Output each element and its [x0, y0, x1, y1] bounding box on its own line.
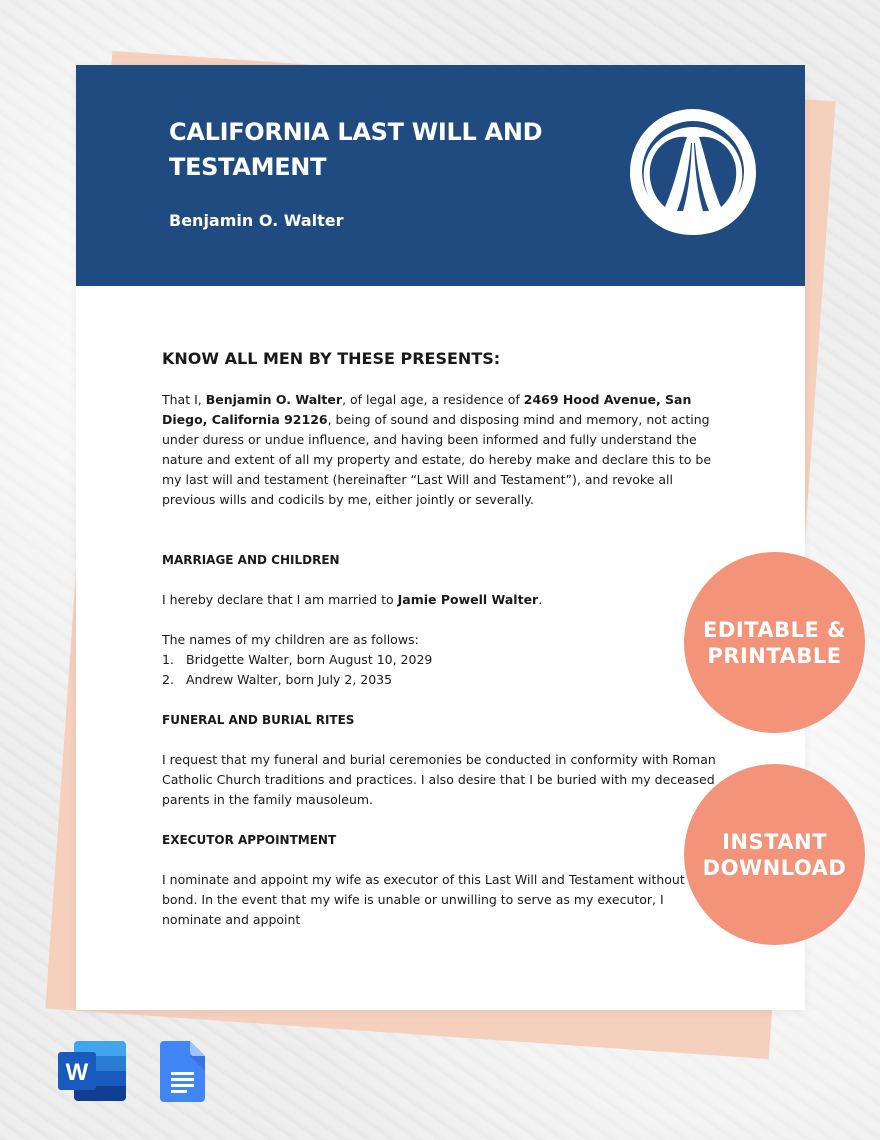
- spouse-declaration: I hereby declare that I am married to Jamie Powell Walter.: [162, 592, 543, 607]
- instant-download-badge: INSTANT DOWNLOAD: [684, 764, 865, 945]
- testator-name: Benjamin O. Walter: [169, 211, 344, 230]
- document-body: [162, 349, 722, 930]
- intro-paragraph: That I, Benjamin O. Walter, of legal age, a residence of 2469 Hood Avenue, San Diego, California 92126, being of sound and disposing mind and memory, not acting under duress or undue influence, and having been informed and fully understand the nature and extent of all my property and estate, do hereby make and declare this to be my last will and testament (hereinafter “Last Will and Testament”), and revoke all previous wills and codicils by me, either jointly or severally.: [162, 392, 712, 507]
- intro-heading: KNOW ALL MEN BY THESE PRESENTS:: [162, 349, 501, 368]
- funeral-paragraph: I request that my funeral and burial ceremonies be conducted in conformity with Roman Catholic Church traditions and practices. I also desire that I be buried with my deceased parents in the family mausoleum.: [162, 752, 716, 807]
- svg-text:W: W: [65, 1059, 89, 1086]
- document-title: CALIFORNIA LAST WILL AND TESTAMENT: [169, 118, 543, 181]
- document-header: [76, 65, 805, 286]
- peace-arch-logo-icon: [629, 107, 757, 237]
- editable-printable-badge: EDITABLE & PRINTABLE: [684, 552, 865, 733]
- list-item: 1. Bridgette Walter, born August 10, 2029: [162, 652, 433, 667]
- executor-paragraph: I nominate and appoint my wife as executor of this Last Will and Testament without bond. In the event that my wife is unable or unwilling to serve as my executor, I nominate and appoint: [162, 872, 685, 927]
- marriage-heading: MARRIAGE AND CHILDREN: [162, 553, 340, 567]
- executor-heading: EXECUTOR APPOINTMENT: [162, 833, 337, 847]
- children-intro: The names of my children are as follows:: [162, 632, 419, 647]
- list-item: 2. Andrew Walter, born July 2, 2035: [162, 672, 393, 687]
- google-docs-icon[interactable]: [160, 1041, 205, 1102]
- funeral-heading: FUNERAL AND BURIAL RITES: [162, 713, 355, 727]
- microsoft-word-icon[interactable]: [58, 1041, 126, 1101]
- children-list: [162, 650, 722, 690]
